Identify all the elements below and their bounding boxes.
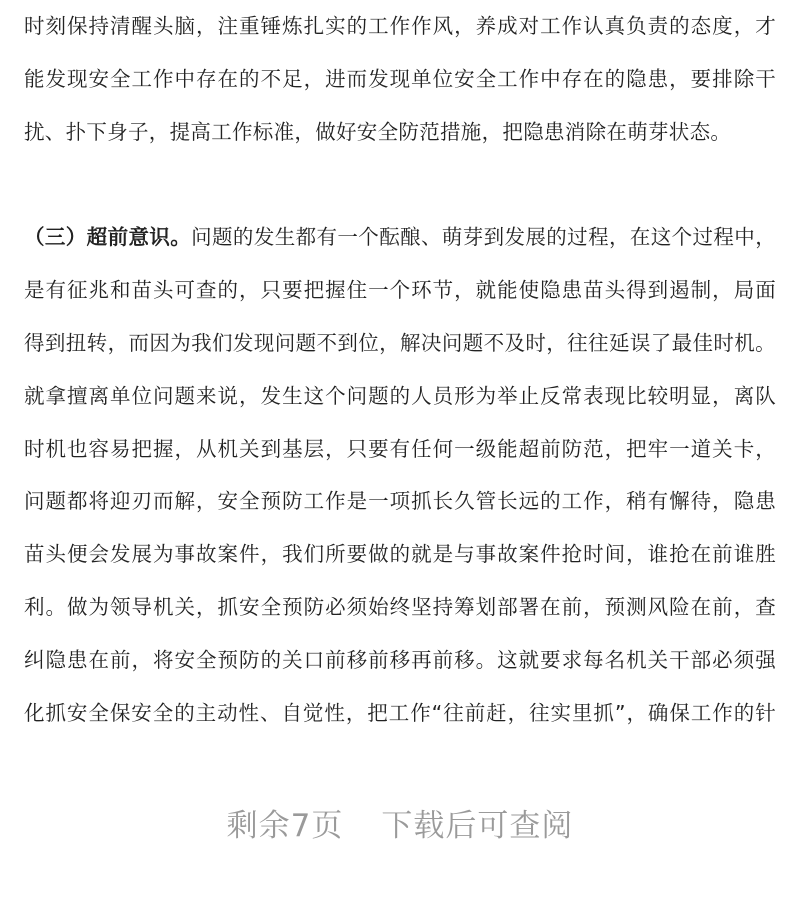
text-line: 问题都将迎刃而解，安全预防工作是一项抓长久管长远的工作，稍有懈待，隐患	[24, 489, 776, 514]
text-line: 是有征兆和苗头可查的，只要把握住一个环节，就能使隐患苗头得到遏制，局面	[24, 278, 776, 303]
text-line: 利。做为领导机关，抓安全预防必须始终坚持筹划部署在前，预测风险在前，查	[24, 594, 776, 619]
text-line: 得到扭转，而因为我们发现问题不到位，解决问题不及时，往往延误了最佳时机。	[24, 330, 776, 355]
text-line: 时刻保持清醒头脑，注重锤炼扎实的工作作风，养成对工作认真负责的态度，才	[24, 14, 776, 38]
text-line: 能发现安全工作中存在的不足，进而发现单位安全工作中存在的隐患，要排除干	[24, 66, 776, 91]
text-line: 纠隐患在前，将安全预防的关口前移前移再前移。这就要求每名机关干部必须强	[24, 647, 776, 672]
remaining-pages-label: 剩余7页	[226, 808, 344, 844]
paragraph-gap	[24, 158, 776, 211]
text-line: 化抓安全保安全的主动性、自觉性，把工作“往前赶，往实里抓”，确保工作的针	[24, 700, 776, 725]
text-line: 时机也容易把握，从机关到基层，只要有任何一级能超前防范，把牢一道关卡，	[24, 436, 776, 461]
text-line: 就拿擅离单位问题来说，发生这个问题的人员形为举止反常表现比较明显，离队	[24, 383, 776, 408]
text-line-rest: 问题的发生都有一个酝酿、萌芽到发展的过程，在这个过程中，	[191, 225, 776, 250]
section-heading: （三）超前意识。	[24, 225, 192, 250]
download-prompt[interactable]	[0, 800, 800, 845]
text-line: 苗头便会发展为事故案件，我们所要做的就是与事故案件抢时间，谁抢在前谁胜	[24, 542, 776, 567]
text-line: 扰、扑下身子，提高工作标准，做好安全防范措施，把隐患消除在萌芽状态。	[24, 119, 732, 144]
document-body	[24, 0, 776, 739]
download-to-read-label: 下载后可查阅	[381, 808, 574, 844]
section-heading-line	[24, 211, 776, 264]
